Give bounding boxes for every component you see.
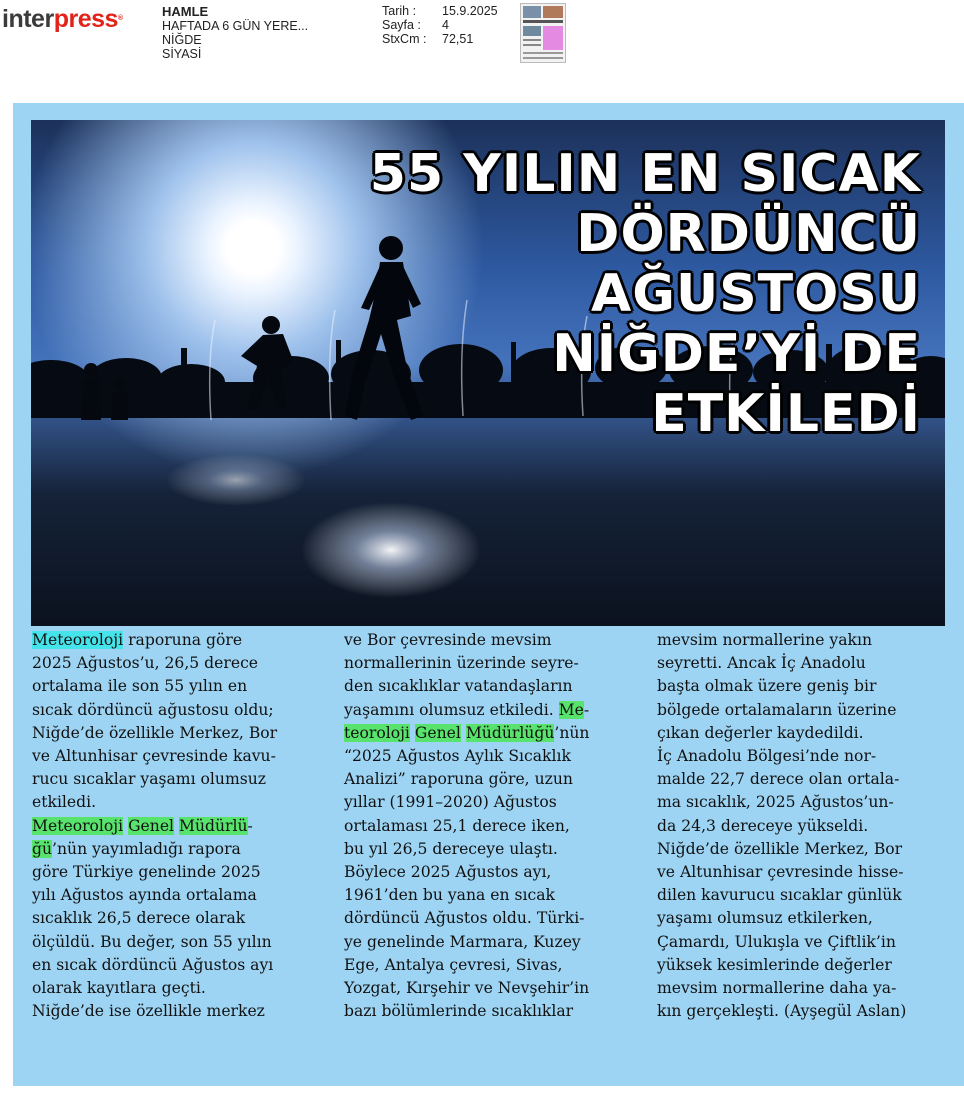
body-text: ’nün	[554, 723, 590, 742]
body-text: seyretti. Ancak İç Anadolu	[657, 654, 866, 673]
headline-line: 55 YILIN EN SICAK	[369, 144, 921, 204]
body-text: Niğde’de özellikle Merkez, Bor	[657, 839, 903, 858]
clip-meta	[382, 4, 498, 46]
body-line	[657, 1000, 949, 1023]
body-line	[344, 768, 644, 791]
body-text: malde 22,7 derece olan ortala-	[657, 770, 900, 789]
body-line	[657, 884, 949, 907]
highlighted-term: Meteoroloji	[32, 631, 124, 649]
date-label: Tarih :	[382, 4, 417, 18]
body-line	[344, 931, 644, 954]
highlighted-term: Me	[558, 700, 584, 719]
body-line	[657, 791, 949, 814]
body-text: ortalama ile son 55 yılın en	[32, 677, 248, 696]
body-line	[344, 977, 644, 1000]
body-line	[344, 884, 644, 907]
body-text: yüksek kesimlerinde değerler	[657, 955, 892, 974]
body-line	[32, 954, 322, 977]
body-text: İç Anadolu Bölgesi’nde nor-	[657, 747, 877, 766]
interpress-logo	[2, 4, 123, 34]
body-line	[32, 791, 322, 814]
stxcm-row	[382, 32, 498, 46]
body-text: olarak kayıtlara geçti.	[32, 979, 206, 998]
body-line	[32, 838, 322, 861]
body-text: ortalaması 25,1 derece iken,	[344, 816, 570, 835]
body-text: raporuna göre	[123, 631, 243, 649]
body-line	[32, 907, 322, 930]
body-text: çıkan değerler kaydedildi.	[657, 723, 864, 742]
body-line	[344, 745, 644, 768]
body-line	[32, 884, 322, 907]
stxcm-label: StxCm :	[382, 32, 427, 46]
body-text: yıllar (1991–2020) Ağustos	[344, 793, 557, 812]
body-text: -	[583, 700, 590, 719]
body-text: 2025 Ağustos’u, 26,5 derece	[32, 654, 259, 673]
body-text: dördüncü Ağustos oldu. Türki-	[344, 909, 585, 928]
body-text: Yozgat, Kırşehir ve Nevşehir’in	[344, 979, 590, 998]
body-line	[344, 954, 644, 977]
highlighted-term: Meteoroloji	[32, 816, 124, 835]
body-text: mevsim normallerine yakın	[657, 631, 872, 649]
body-line	[657, 629, 949, 652]
highlighted-term: Genel	[128, 816, 175, 835]
body-line	[344, 675, 644, 698]
body-text: kın gerçekleşti. (Ayşegül Aslan)	[657, 1002, 907, 1021]
publication-name: HAMLE	[162, 4, 209, 19]
body-text: 1961’den bu yana en sıcak	[344, 886, 555, 905]
body-text: bölgede ortalamaların üzerine	[657, 700, 897, 719]
body-text: Niğde’de ise özellikle merkez	[32, 1002, 265, 1021]
highlighted-term: Müdürlüğü	[465, 723, 555, 742]
headline-line: NİĞDE’Yİ DE	[552, 324, 921, 384]
body-line	[657, 745, 949, 768]
body-line	[344, 1000, 644, 1023]
body-line	[657, 907, 949, 930]
body-line	[344, 861, 644, 884]
body-text: ölçüldü. Bu değer, son 55 yılın	[32, 932, 272, 951]
stxcm-value: 72,51	[442, 32, 474, 46]
date-value: 15.9.2025	[442, 4, 498, 18]
body-line	[344, 791, 644, 814]
body-text: Çamardı, Ulukışla ve Çiftlik’in	[657, 932, 896, 951]
body-text: ve Bor çevresinde mevsim	[344, 631, 552, 649]
body-line	[344, 838, 644, 861]
body-text: dilen kavurucu sıcaklar günlük	[657, 886, 902, 905]
body-line	[657, 815, 949, 838]
body-text: bu yıl 26,5 dereceye ulaştı.	[344, 839, 558, 858]
page-thumbnail	[520, 3, 566, 63]
body-line	[32, 629, 322, 652]
body-text: yılı Ağustos ayında ortalama	[32, 886, 257, 905]
article-column-2	[344, 629, 644, 1023]
body-line	[32, 931, 322, 954]
body-line	[32, 675, 322, 698]
body-text: etkiledi.	[32, 793, 97, 812]
body-line	[657, 954, 949, 977]
highlighted-term: ğü	[32, 839, 53, 858]
logo-part-press: press	[53, 5, 118, 33]
body-line	[657, 931, 949, 954]
page-label: Sayfa :	[382, 18, 421, 32]
body-line	[32, 977, 322, 1000]
body-text: “2025 Ağustos Aylık Sıcaklık	[344, 747, 571, 766]
headline	[370, 144, 921, 444]
highlighted-term: Genel	[414, 723, 461, 742]
headline-line: DÖRDÜNCÜ	[576, 204, 921, 264]
body-line	[344, 907, 644, 930]
body-text: sıcaklık 26,5 derece olarak	[32, 909, 246, 928]
body-line	[344, 699, 644, 722]
body-text: ye genelinde Marmara, Kuzey	[344, 932, 581, 951]
body-text: Böylece 2025 Ağustos ayı,	[344, 863, 552, 882]
body-line	[657, 977, 949, 1000]
body-text: -	[247, 816, 253, 835]
body-text: Ege, Antalya çevresi, Sivas,	[344, 955, 563, 974]
body-text: da 24,3 dereceye yükseldi.	[657, 816, 869, 835]
headline-line: ETKİLEDİ	[651, 384, 921, 444]
body-line	[32, 699, 322, 722]
body-text: başta olmak üzere geniş bir	[657, 677, 877, 696]
body-text: göre Türkiye genelinde 2025	[32, 863, 261, 882]
body-line	[657, 652, 949, 675]
body-line	[657, 861, 949, 884]
article-column-3	[657, 629, 949, 1023]
publication-city: NİĞDE	[162, 33, 202, 47]
body-text: yaşamı olumsuz etkilerken,	[657, 909, 873, 928]
logo-part-inter: inter	[2, 5, 54, 33]
logo-registered-mark: ®	[117, 15, 123, 22]
publication-frequency: HAFTADA 6 GÜN YERE...	[162, 19, 309, 33]
highlighted-term: teoroloji	[344, 723, 410, 742]
body-line	[32, 1000, 322, 1023]
publication-category: SİYASİ	[162, 47, 202, 61]
body-line	[657, 722, 949, 745]
body-text: sıcak dördüncü ağustosu oldu;	[32, 700, 274, 719]
body-line	[657, 768, 949, 791]
body-line	[32, 652, 322, 675]
body-text: bazı bölümlerinde sıcaklıklar	[344, 1002, 574, 1021]
article-column-1	[32, 629, 322, 1023]
highlighted-term: Müdürlü	[179, 816, 248, 835]
date-row	[382, 4, 498, 18]
body-line	[32, 861, 322, 884]
page-row	[382, 18, 498, 32]
body-text: rucu sıcaklar yaşamı olumsuz	[32, 770, 266, 789]
body-line	[32, 745, 322, 768]
body-line	[344, 652, 644, 675]
body-line	[344, 722, 644, 745]
body-text: yaşamını olumsuz etkiledi.	[344, 700, 559, 719]
article-photo	[31, 120, 945, 626]
headline-line: AĞUSTOSU	[591, 264, 921, 324]
body-text: ve Altunhisar çevresinde hisse-	[657, 863, 904, 882]
body-line	[344, 815, 644, 838]
body-line	[32, 815, 322, 838]
publication-info	[162, 5, 308, 61]
body-line	[657, 699, 949, 722]
body-text: normallerinin üzerinde seyre-	[344, 654, 579, 673]
water-reflection	[301, 502, 481, 598]
body-text: en sıcak dördüncü Ağustos ayı	[32, 955, 274, 974]
body-line	[657, 675, 949, 698]
body-text: ma sıcaklık, 2025 Ağustos’un-	[657, 793, 894, 812]
page-value: 4	[442, 18, 449, 32]
body-line	[344, 629, 644, 652]
body-line	[32, 722, 322, 745]
body-text: Niğde’de özellikle Merkez, Bor	[32, 723, 278, 742]
body-text: Analizi” raporuna göre, uzun	[344, 770, 573, 789]
body-text: den sıcaklıklar vatandaşların	[344, 677, 573, 696]
body-text: ve Altunhisar çevresinde kavu-	[32, 747, 276, 766]
body-text: ’nün yayımladığı rapora	[52, 839, 241, 858]
body-line	[32, 768, 322, 791]
body-text: mevsim normallerine daha ya-	[657, 979, 897, 998]
body-line	[657, 838, 949, 861]
